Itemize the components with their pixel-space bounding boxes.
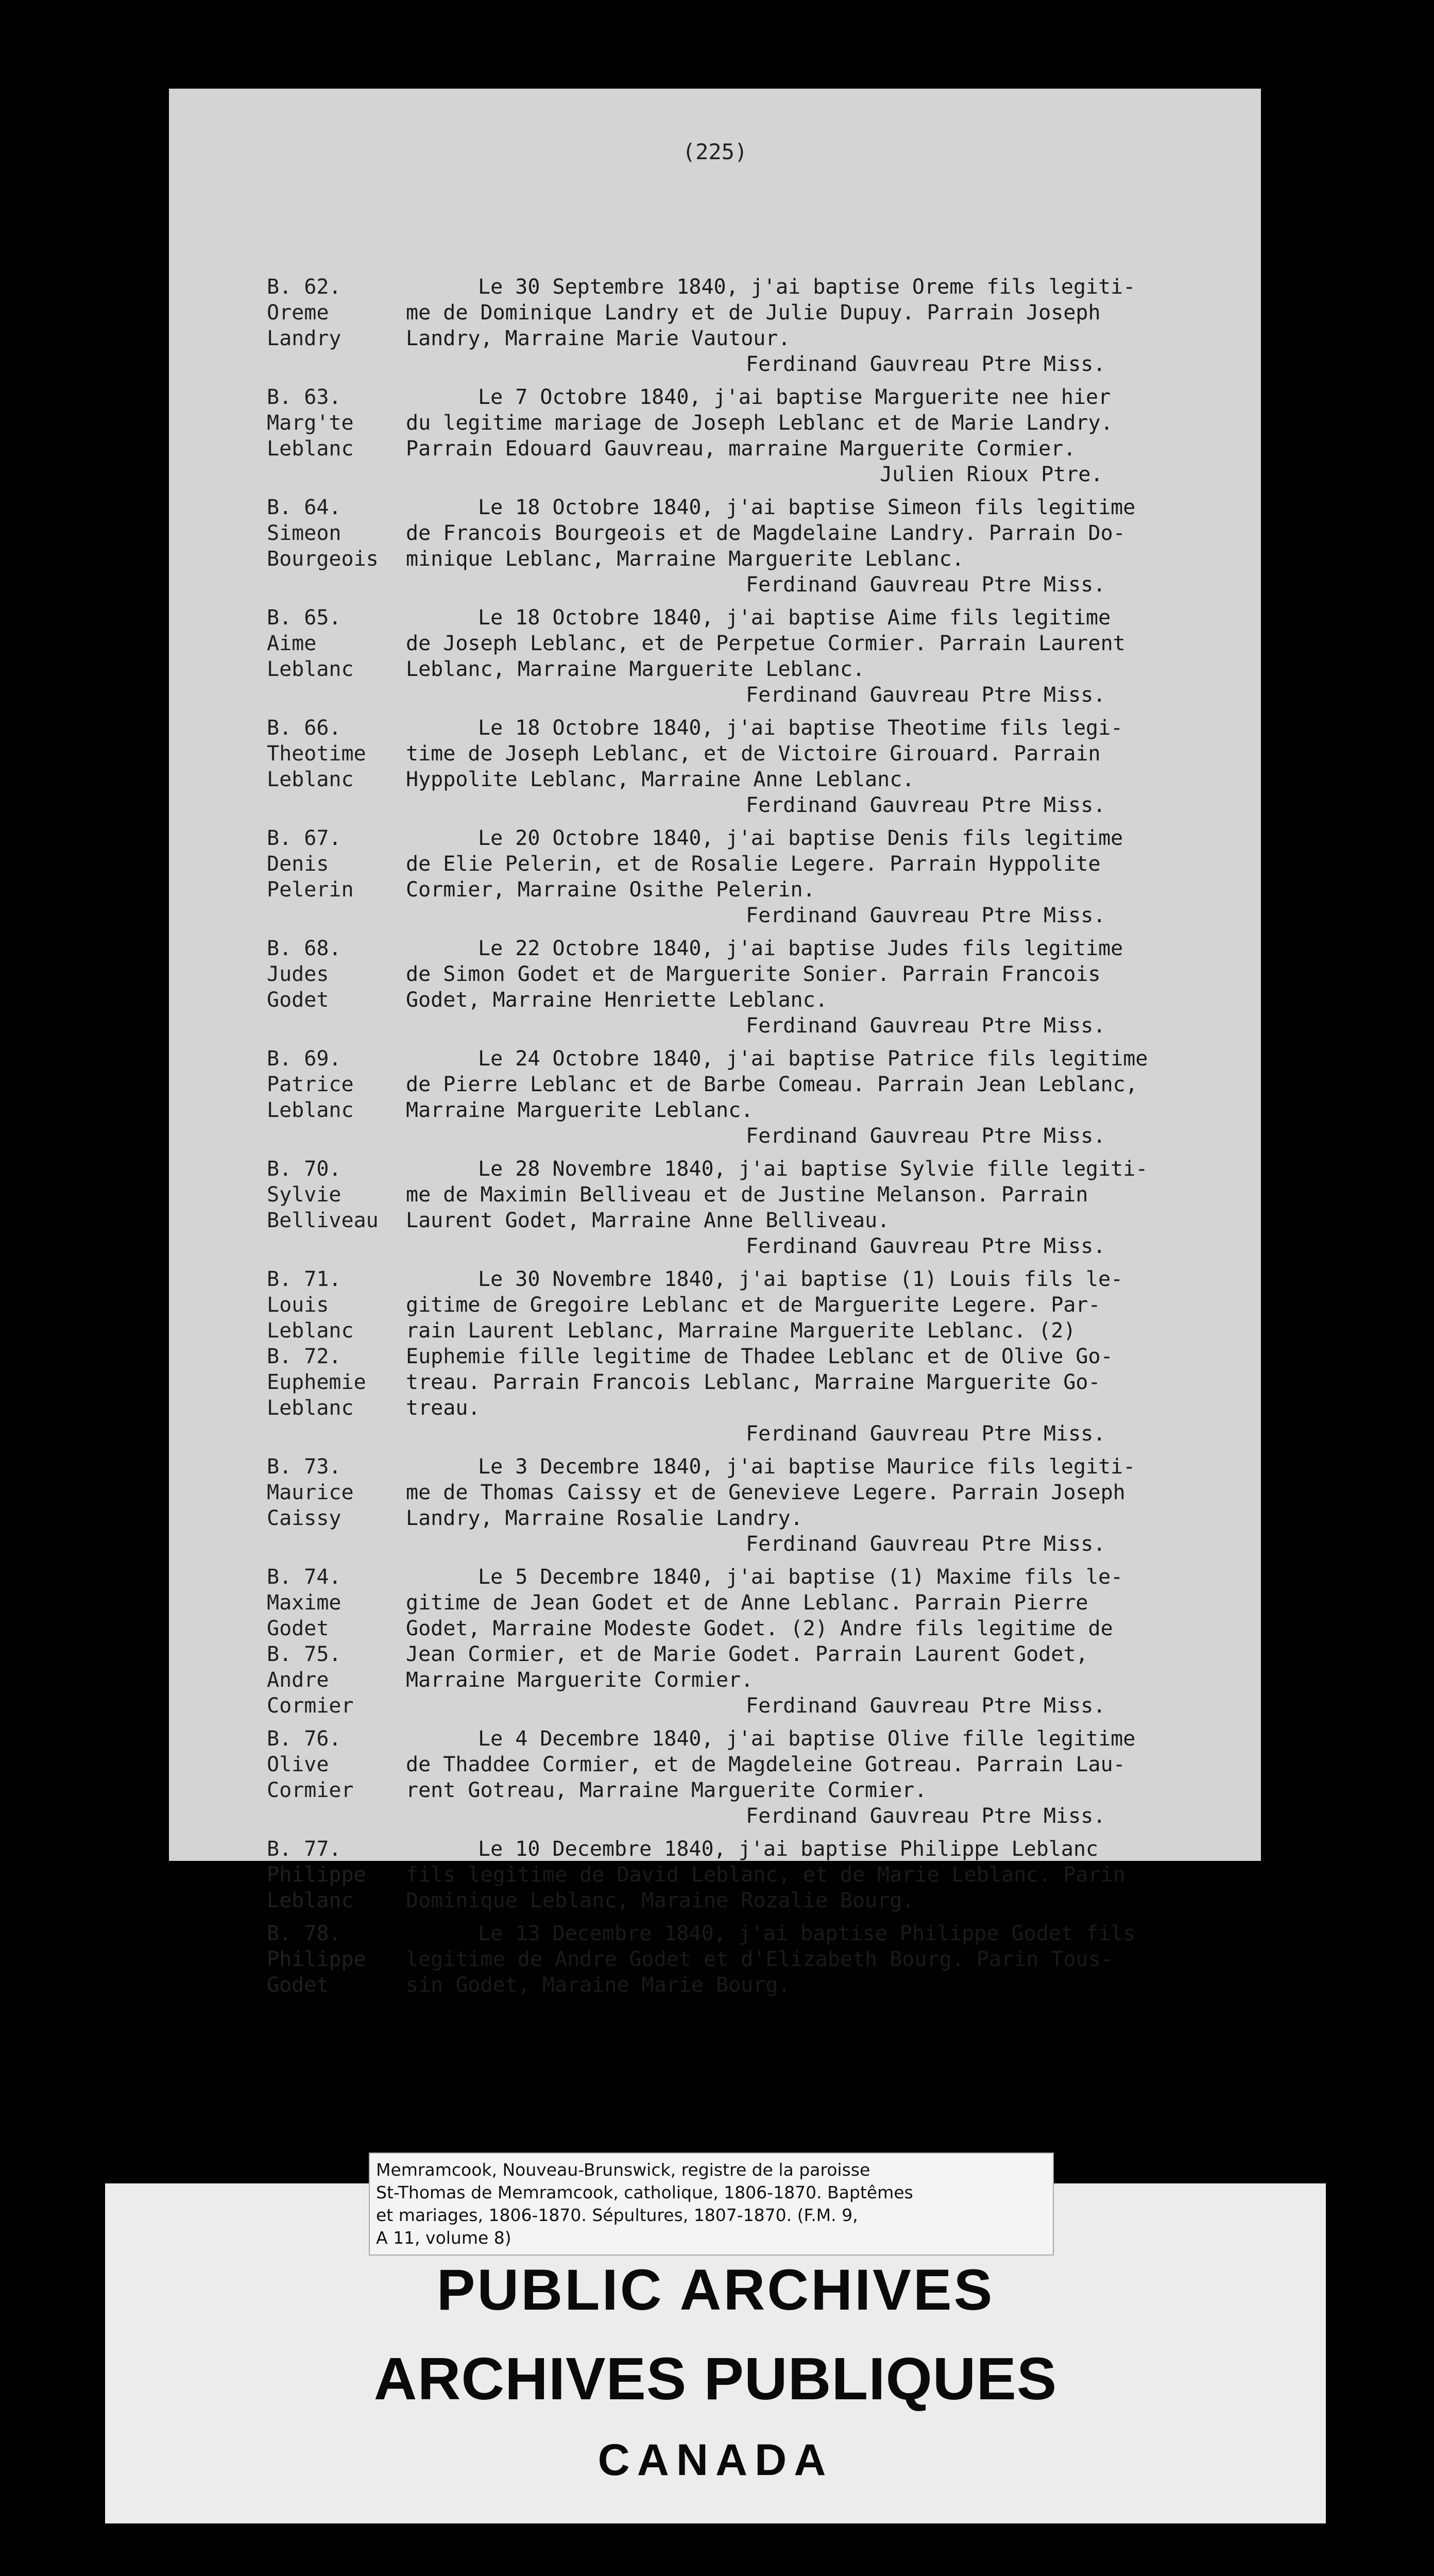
entry-line: Marraine Marguerite Leblanc. <box>406 1098 754 1122</box>
priest-signature: Ferdinand Gauvreau Ptre Miss. <box>746 904 1106 927</box>
register-page <box>169 89 1261 1997</box>
entry-line: de Pierre Leblanc et de Barbe Comeau. Parrain Jean Leblanc, <box>406 1073 1138 1096</box>
page-number: (225) <box>682 139 748 164</box>
entry-name: Patrice <box>267 1073 354 1096</box>
entry-name: Godet <box>267 988 329 1012</box>
source-label <box>369 2153 1054 2256</box>
entry-line: Le 18 Octobre 1840, j'ai baptise Aime fils legitime <box>478 606 1111 630</box>
entry-text <box>406 1046 1235 1149</box>
entry-margin <box>267 1454 406 1557</box>
entry-name: Theotime <box>267 742 366 766</box>
entry-reference: B. 68. <box>267 937 342 960</box>
entry-line: Le 10 Decembre 1840, j'ai baptise Philippe Leblanc <box>478 1837 1099 1861</box>
entry-name: Belliveau <box>267 1209 379 1232</box>
entry-text <box>406 1836 1235 1913</box>
entry-name: Bourgeois <box>267 547 379 571</box>
entry-name: Sylvie <box>267 1183 342 1207</box>
entry-margin <box>267 1726 406 1829</box>
entry-name: Olive <box>267 1753 329 1776</box>
entry-line: Cormier, Marraine Osithe Pelerin. <box>406 878 815 902</box>
entry-line: de Francois Bourgeois et de Magdelaine Landry. Parrain Do- <box>406 521 1125 545</box>
entry-name: Leblanc <box>267 1319 354 1343</box>
entry-line: Le 5 Decembre 1840, j'ai baptise (1) Maxime fils le- <box>478 1565 1123 1589</box>
priest-signature: Ferdinand Gauvreau Ptre Miss. <box>746 1014 1106 1038</box>
entry-line: Jean Cormier, et de Marie Godet. Parrain Laurent Godet, <box>406 1642 1088 1666</box>
entry-line: me de Dominique Landry et de Julie Dupuy. Parrain Joseph <box>406 301 1101 325</box>
entry-name: Leblanc <box>267 657 354 681</box>
entry-line: Le 30 Septembre 1840, j'ai baptise Oreme fils legiti- <box>478 275 1136 299</box>
entry-line: rain Laurent Leblanc, Marraine Marguerite Leblanc. (2) <box>406 1319 1076 1343</box>
entry-text <box>406 1726 1235 1829</box>
entry-line: me de Maximin Belliveau et de Justine Melanson. Parrain <box>406 1183 1088 1207</box>
entry-margin <box>267 1564 406 1719</box>
entry-name: Marg'te <box>267 411 354 435</box>
entry-line: Le 13 Decembre 1840, j'ai baptise Philippe Godet fils <box>478 1922 1136 1945</box>
entry-line: de Joseph Leblanc, et de Perpetue Cormier. Parrain Laurent <box>406 632 1125 655</box>
entry-name: Cormier <box>267 1694 354 1718</box>
entry-line: Le 18 Octobre 1840, j'ai baptise Theotime fils legi- <box>478 716 1123 740</box>
entry-name: Maxime <box>267 1591 342 1615</box>
entry-line: Hyppolite Leblanc, Marraine Anne Leblanc. <box>406 768 915 791</box>
entry-line: me de Thomas Caissy et de Genevieve Legere. Parrain Joseph <box>406 1481 1125 1504</box>
entry-line: treau. Parrain Francois Leblanc, Marraine Marguerite Go- <box>406 1370 1101 1394</box>
entry-line: Le 30 Novembre 1840, j'ai baptise (1) Louis fils le- <box>478 1267 1123 1291</box>
entry-reference: B. 63. <box>267 385 342 409</box>
entry-line: Le 20 Octobre 1840, j'ai baptise Denis fils legitime <box>478 826 1123 850</box>
entry-reference: B. 74. <box>267 1565 342 1589</box>
entry-name: Louis <box>267 1293 329 1317</box>
entry-name: Leblanc <box>267 768 354 791</box>
entry-name: Pelerin <box>267 878 354 902</box>
entry-name: Leblanc <box>267 1098 354 1122</box>
priest-signature: Julien Rioux Ptre. <box>880 463 1103 486</box>
entry-line: de Thaddee Cormier, et de Magdeleine Gotreau. Parrain Lau- <box>406 1753 1125 1776</box>
entry-name: Oreme <box>267 301 329 325</box>
priest-signature: Ferdinand Gauvreau Ptre Miss. <box>746 1804 1106 1828</box>
entry-text <box>406 1564 1235 1719</box>
entry-text <box>406 495 1235 598</box>
entry-line: Marraine Marguerite Cormier. <box>406 1668 754 1692</box>
entry-name: Aime <box>267 632 317 655</box>
priest-signature: Ferdinand Gauvreau Ptre Miss. <box>746 1124 1106 1148</box>
entry-reference: B. 73. <box>267 1455 342 1479</box>
entry-margin <box>267 495 406 598</box>
entry-line: Godet, Marraine Henriette Leblanc. <box>406 988 828 1012</box>
entry-text <box>406 1156 1235 1259</box>
source-label-line: Memramcook, Nouveau-Brunswick, registre de la paroisse <box>376 2160 870 2180</box>
entry-line: de Simon Godet et de Marguerite Sonier. Parrain Francois <box>406 962 1101 986</box>
archive-country: CANADA <box>598 2435 833 2485</box>
baptism-entry <box>267 605 1235 708</box>
priest-signature: Ferdinand Gauvreau Ptre Miss. <box>746 1694 1106 1718</box>
entry-line: Le 3 Decembre 1840, j'ai baptise Maurice fils legiti- <box>478 1455 1136 1479</box>
entry-name: Denis <box>267 852 329 876</box>
source-label-line: A 11, volume 8) <box>376 2228 511 2248</box>
entry-line: fils legitime de David Leblanc, et de Marie Leblanc. Parin <box>406 1863 1125 1887</box>
entry-name: B. 72. <box>267 1345 342 1368</box>
priest-signature: Ferdinand Gauvreau Ptre Miss. <box>746 1234 1106 1258</box>
baptism-entry <box>267 1726 1235 1829</box>
entry-name: B. 75. <box>267 1642 342 1666</box>
entry-line: Le 18 Octobre 1840, j'ai baptise Simeon fils legitime <box>478 496 1136 519</box>
entry-margin <box>267 605 406 708</box>
entry-reference: B. 66. <box>267 716 342 740</box>
baptism-entry <box>267 495 1235 598</box>
entry-margin <box>267 1046 406 1149</box>
entry-reference: B. 76. <box>267 1727 342 1751</box>
archive-title-french: ARCHIVES PUBLIQUES <box>373 2345 1057 2412</box>
entry-line: time de Joseph Leblanc, et de Victoire Girouard. Parrain <box>406 742 1101 766</box>
entry-line: Leblanc, Marraine Marguerite Leblanc. <box>406 657 865 681</box>
priest-signature: Ferdinand Gauvreau Ptre Miss. <box>746 1422 1106 1446</box>
entry-name: Leblanc <box>267 1889 354 1912</box>
entry-name: Leblanc <box>267 1396 354 1420</box>
entry-line: Euphemie fille legitime de Thadee Leblanc et de Olive Go- <box>406 1345 1113 1368</box>
entry-text <box>406 715 1235 818</box>
entry-line: Le 22 Octobre 1840, j'ai baptise Judes fils legitime <box>478 937 1123 960</box>
entry-text <box>406 384 1235 487</box>
entry-name: Euphemie <box>267 1370 366 1394</box>
entry-line: treau. <box>406 1396 481 1420</box>
entry-line: Le 24 Octobre 1840, j'ai baptise Patrice fils legitime <box>478 1047 1148 1071</box>
entry-margin <box>267 384 406 487</box>
baptism-entry <box>267 1564 1235 1719</box>
entry-margin <box>267 1156 406 1259</box>
entry-margin <box>267 715 406 818</box>
baptism-entry <box>267 1046 1235 1149</box>
entry-name: Andre <box>267 1668 329 1692</box>
entry-reference: B. 78. <box>267 1922 342 1945</box>
entry-text <box>406 1266 1235 1447</box>
baptism-entry <box>267 1836 1235 1913</box>
baptism-entry <box>267 1454 1235 1557</box>
baptism-entry <box>267 1266 1235 1447</box>
entry-text <box>406 1454 1235 1557</box>
entry-reference: B. 70. <box>267 1157 342 1181</box>
entry-text <box>406 825 1235 928</box>
source-label-line: St-Thomas de Memramcook, catholique, 1806-1870. Baptêmes <box>376 2182 913 2202</box>
entry-line: rent Gotreau, Marraine Marguerite Cormier. <box>406 1778 927 1802</box>
entry-name: Philippe <box>267 1947 366 1971</box>
entry-margin <box>267 1836 406 1913</box>
entry-line: Le 7 Octobre 1840, j'ai baptise Marguerite nee hier <box>478 385 1111 409</box>
entry-margin <box>267 274 406 377</box>
priest-signature: Ferdinand Gauvreau Ptre Miss. <box>746 1532 1106 1556</box>
entry-margin <box>267 825 406 928</box>
entry-name: Judes <box>267 962 329 986</box>
entry-reference: B. 77. <box>267 1837 342 1861</box>
baptism-entry <box>267 384 1235 487</box>
archive-title-english: PUBLIC ARCHIVES <box>436 2258 995 2322</box>
entry-name: Godet <box>267 1617 329 1640</box>
entry-text <box>406 605 1235 708</box>
source-label-line: et mariages, 1806-1870. Sépultures, 1807-1870. (F.M. 9, <box>376 2205 858 2225</box>
entry-line: Godet, Marraine Modeste Godet. (2) Andre fils legitime de <box>406 1617 1113 1640</box>
entry-name: Cormier <box>267 1778 354 1802</box>
entry-line: du legitime mariage de Joseph Leblanc et de Marie Landry. <box>406 411 1113 435</box>
priest-signature: Ferdinand Gauvreau Ptre Miss. <box>746 573 1106 597</box>
entry-line: Parrain Edouard Gauvreau, marraine Marguerite Cormier. <box>406 437 1076 461</box>
entry-margin <box>267 936 406 1039</box>
entry-text <box>406 1921 1235 1998</box>
entry-line: Le 4 Decembre 1840, j'ai baptise Olive fille legitime <box>478 1727 1136 1751</box>
entry-text <box>406 936 1235 1039</box>
entry-name: Leblanc <box>267 437 354 461</box>
baptism-entry <box>267 274 1235 377</box>
entry-name: Simeon <box>267 521 342 545</box>
entry-margin <box>267 1921 406 1998</box>
entry-reference: B. 71. <box>267 1267 342 1291</box>
entry-name: Godet <box>267 1973 329 1997</box>
entry-line: minique Leblanc, Marraine Marguerite Leblanc. <box>406 547 964 571</box>
entry-line: de Elie Pelerin, et de Rosalie Legere. Parrain Hyppolite <box>406 852 1101 876</box>
entry-text <box>406 274 1235 377</box>
baptism-entry <box>267 825 1235 928</box>
baptism-entry <box>267 936 1235 1039</box>
baptism-entries <box>267 274 1235 2005</box>
entry-line: Landry, Marraine Rosalie Landry. <box>406 1506 803 1530</box>
entry-name: Maurice <box>267 1481 354 1504</box>
entry-line: legitime de Andre Godet et d'Elizabeth Bourg. Parin Tous- <box>406 1947 1113 1971</box>
entry-line: Le 28 Novembre 1840, j'ai baptise Sylvie fille legiti- <box>478 1157 1148 1181</box>
entry-name: Philippe <box>267 1863 366 1887</box>
entry-reference: B. 64. <box>267 496 342 519</box>
entry-reference: B. 67. <box>267 826 342 850</box>
entry-name: Landry <box>267 327 342 350</box>
entry-margin <box>267 1266 406 1447</box>
baptism-entry <box>267 715 1235 818</box>
entry-reference: B. 65. <box>267 606 342 630</box>
entry-line: gitime de Jean Godet et de Anne Leblanc. Parrain Pierre <box>406 1591 1088 1615</box>
entry-line: Laurent Godet, Marraine Anne Belliveau. <box>406 1209 890 1232</box>
priest-signature: Ferdinand Gauvreau Ptre Miss. <box>746 352 1106 376</box>
baptism-entry <box>267 1156 1235 1259</box>
entry-reference: B. 62. <box>267 275 342 299</box>
priest-signature: Ferdinand Gauvreau Ptre Miss. <box>746 793 1106 817</box>
entry-line: Dominique Leblanc, Maraine Rozalie Bourg. <box>406 1889 915 1912</box>
entry-line: gitime de Gregoire Leblanc et de Marguerite Legere. Par- <box>406 1293 1101 1317</box>
baptism-entry <box>267 1921 1235 1998</box>
entry-line: Landry, Marraine Marie Vautour. <box>406 327 791 350</box>
entry-name: Caissy <box>267 1506 342 1530</box>
entry-line: sin Godet, Maraine Marie Bourg. <box>406 1973 791 1997</box>
entry-reference: B. 69. <box>267 1047 342 1071</box>
priest-signature: Ferdinand Gauvreau Ptre Miss. <box>746 683 1106 707</box>
